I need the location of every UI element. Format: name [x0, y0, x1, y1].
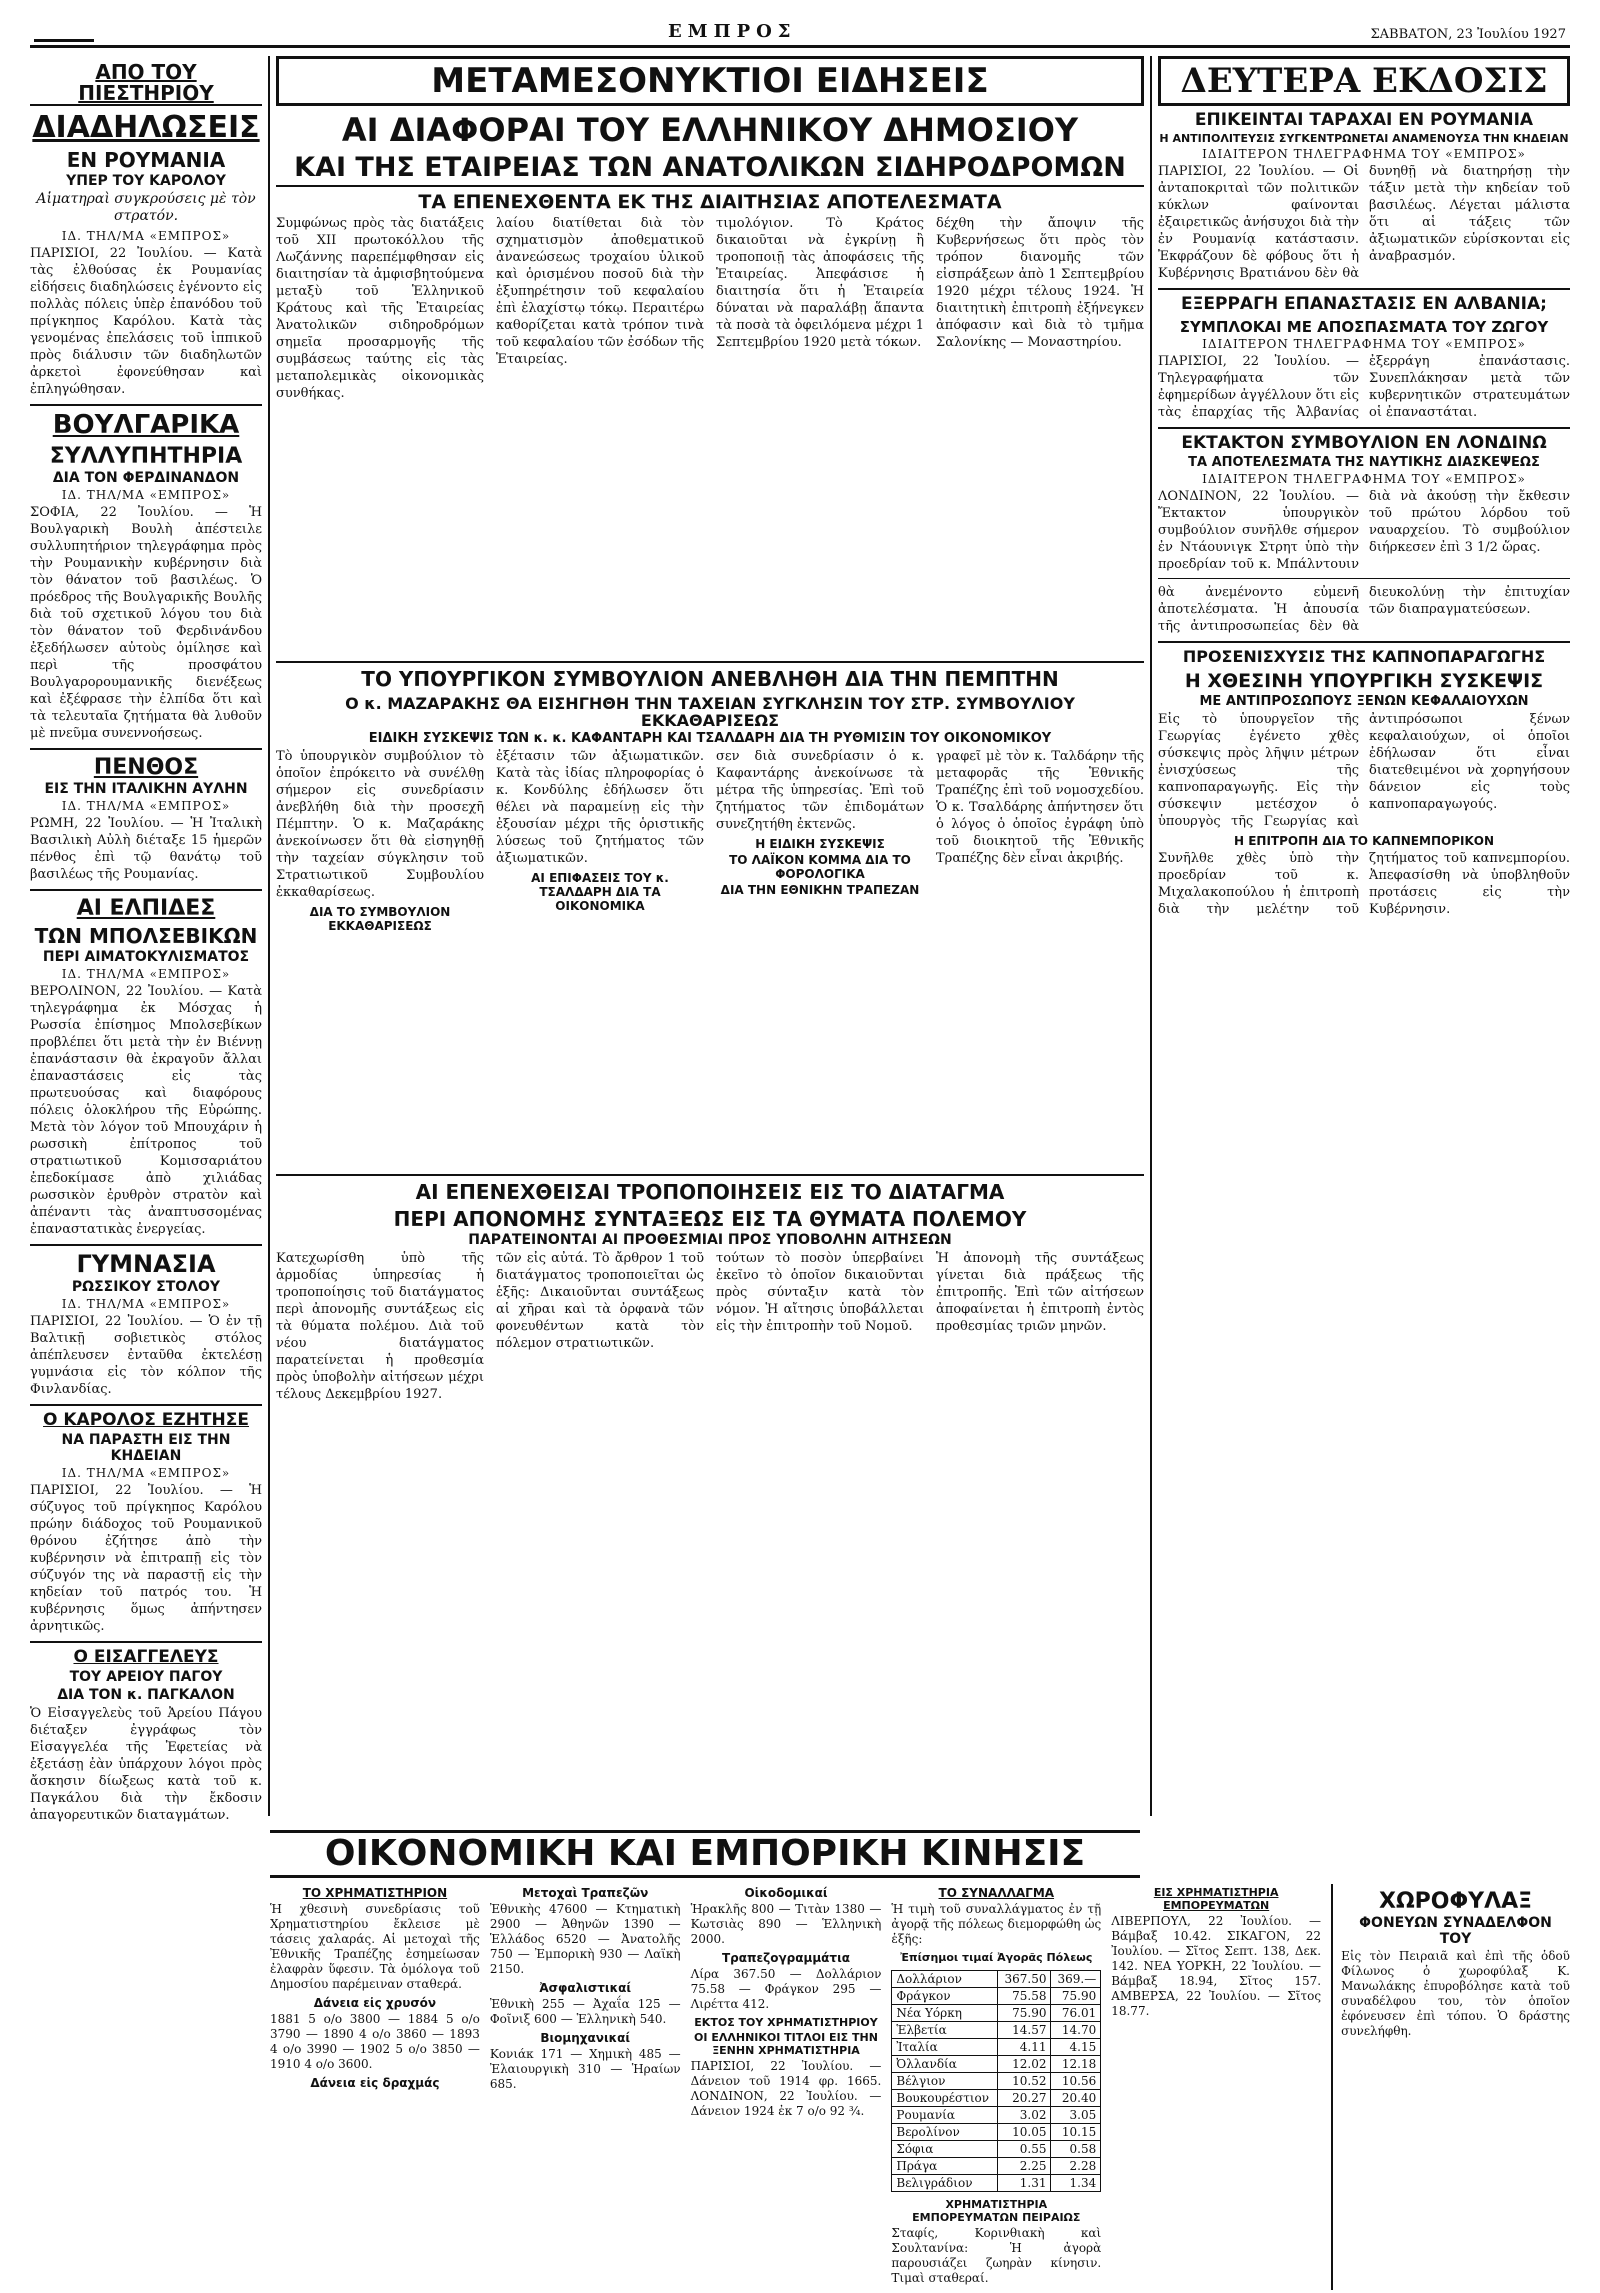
- fx-cell: 20.27: [998, 2089, 1051, 2106]
- right-s6-text: Εἰς τὸν Πειραιᾶ καὶ ἐπὶ τῆς ὁδοῦ Φίλωνος ὁ χωροφύλαξ Κ. Μανωλάκης ἐπυροβόλησε κατὰ τοῦ συναδέλφου του, τὸν ὁποῖον ἐφόνευσεν ἐπὶ τόπου. Ὁ δράστης συνελήφθη.: [1341, 1948, 1570, 2038]
- economic-col3-head2: Τραπεζογραμμάτια: [721, 1950, 850, 1965]
- right-s2-head: ΕΞΕΡΡΑΓΗ ΕΠΑΝΑΣΤΑΣΙΣ ΕΝ ΑΛΒΑΝΙΑ;: [1181, 293, 1547, 314]
- center-top-head1: ΑΙ ΔΙΑΦΟΡΑΙ ΤΟΥ ΕΛΛΗΝΙΚΟΥ ΔΗΜΟΣΙΟΥ: [341, 111, 1079, 149]
- economic-col1-head2: Δάνεια εἰς χρυσόν: [313, 1995, 437, 2010]
- center-banner: ΜΕΤΑΜΕΣΟΝΥΚΤΙΟΙ ΕΙΔΗΣΕΙΣ: [276, 56, 1144, 106]
- left-kicker: ΑΠΟ ΤΟΥ ΠΙΕΣΤΗΡΙΟΥ: [30, 62, 262, 106]
- right-s2-head2: ΣΥΜΠΛΟΚΑΙ ΜΕ ΑΠΟΣΠΑΣΜΑΤΑ ΤΟΥ ΖΩΓΟΥ: [1179, 317, 1549, 336]
- left-s1-dateline: ΙΔ. ΤΗΛ/ΜΑ «ΕΜΠΡΟΣ»: [61, 228, 231, 243]
- left-s2-text: ΣΟΦΙΑ, 22 Ἰουλίου. — Ἡ Βουλγαρικὴ Βουλὴ ἀπέστειλε συλλυπητήριον τηλεγράφημα πρὸς τὴν Ρουμανικὴν κυβέρνησιν διὰ τὸν θάνατον τοῦ βασιλέως. Ὁ πρόεδρος τῆς Βουλγαρικῆς Βουλῆς διὰ τοῦ σχετικοῦ λόγου του διὰ τὸν θάνατον τοῦ Φερδινάνδου ἐξεδήλωσεν αὐτοὺς ὁμίλησε καὶ περὶ τῆς προσφάτου Βουλγαρορουμανικῆς διενέξεως καὶ ἐξέφρασε τὴν ἐλπίδα ὅτι καὶ τὰ τελευταῖα ζητήματα θὰ λυθοῦν μὲ πνεῦμα συνεννοήσεως.: [30, 504, 262, 741]
- economic-banner: ΟΙΚΟΝΟΜΙΚΗ ΚΑΙ ΕΜΠΟΡΙΚΗ ΚΙΝΗΣΙΣ: [270, 1830, 1140, 1878]
- economic-col4-text: Ἡ τιμὴ τοῦ συναλλάγματος ἐν τῇ ἀγορᾷ τῆς πόλεως διεμορφώθη ὡς ἑξῆς:: [891, 1901, 1102, 1946]
- fx-cell: 20.40: [1051, 2089, 1101, 2106]
- right-s1-head2: Η ΑΝΤΙΠΟΛΙΤΕΥΣΙΣ ΣΥΓΚΕΝΤΡΩΝΕΤΑΙ ΑΝΑΜΕΝΟΥΣΑ ΤΗΝ ΚΗΔΕΙΑΝ: [1159, 131, 1569, 145]
- center-mid-col1: Τὸ ὑπουργικὸν συμβούλιον τὸ ὁποῖον ἐπρόκειτο νὰ συνέλθῃ σήμερον εἰς συνεδρίασιν ἀνεβλήθη διὰ τὴν προσεχῆ Πέμπτην. Ὁ κ. Μαζαράκης ἀνεκοίνωσεν ὅτι θὰ εἰσηγηθῇ τὴν ταχείαν σύγκλησιν τοῦ Στρατιωτικοῦ Συμβουλίου ἐκκαθαρίσεως.: [276, 749, 484, 901]
- fx-cell: 12.18: [1051, 2055, 1101, 2072]
- right-s2-text: ΠΑΡΙΣΙΟΙ, 22 Ἰουλίου. — Τηλεγραφήματα τῶν ἐφημερίδων ἀγγέλλουν ὅτι εἰς τὰς ἐπαρχίας τῆς Ἀλβανίας ἐξερράγη ἐπανάστασις. Συνεπλάκησαν μετὰ τῶν κυβερνητικῶν στρατευμάτων οἱ ἐπαναστάται.: [1158, 354, 1570, 421]
- fx-cell: Βέλγιον: [892, 2072, 998, 2089]
- economic-col3-text2: Λίρα 367.50 — Δολλάριον 75.58 — Φράγκον 295 — Λιρέττα 412.: [690, 1966, 882, 2011]
- right-s4-text: θὰ ἀνεμένοντο εὐμενῆ ἀποτελέσματα. Ἡ ἀπουσία τῆς ἀντιπροσωπείας δὲν θὰ διευκολύνῃ τὴν ἐπιτυχίαν τῶν διαπραγματεύσεων.: [1158, 585, 1570, 635]
- divider: [1158, 288, 1570, 290]
- center-mid-col2-head: ΑΙ ΕΠΙΦΑΣΕΙΣ ΤΟΥ κ. ΤΣΑΛΔΑΡΗ ΔΙΑ ΤΑ ΟΙΚΟΝΟΜΙΚΑ: [531, 871, 669, 914]
- right-s5-text2: Συνῆλθε χθὲς ὑπὸ τὴν προεδρίαν τοῦ κ. Μιχαλακοπούλου ἡ ἐπιτροπὴ διὰ τὴν μελέτην τοῦ ζητήματος τοῦ καπνεμπορίου. Ἀπεφασίσθη νὰ ὑποβληθοῦν προτάσεις εἰς τὴν Κυβέρνησιν.: [1158, 851, 1570, 918]
- left-s3-text: ΡΩΜΗ, 22 Ἰουλίου. — Ἡ Ἰταλικὴ Βασιλικὴ Αὐλὴ διέταξε 15 ἡμερῶν πένθος ἐπὶ τῷ θανάτῳ τοῦ βασιλέως τῆς Ρουμανίας.: [30, 815, 262, 882]
- center-mid-head2: Ο κ. ΜΑΖΑΡΑΚΗΣ ΘΑ ΕΙΣΗΓΗΘΗ ΤΗΝ ΤΑΧΕΙΑΝ ΣΥΓΚΛΗΣΙΝ ΤΟΥ ΣΤΡ. ΣΥΜΒΟΥΛΙΟΥ ΕΚΚΑΘΑΡΙΣΕΩΣ: [345, 693, 1075, 730]
- left-s7-subtitle: ΤΟΥ ΑΡΕΙΟΥ ΠΑΓΟΥ: [69, 1668, 223, 1685]
- center-mid-sub: ΕΙΔΙΚΗ ΣΥΣΚΕΨΙΣ ΤΩΝ κ. κ. ΚΑΦΑΝΤΑΡΗ ΚΑΙ ΤΣΑΛΔΑΡΗ ΔΙΑ ΤΗ ΡΥΘΜΙΣΙΝ ΤΟΥ ΟΙΚΟΝΟΜΙΚΟΥ: [368, 731, 1052, 747]
- fx-cell: 1.31: [998, 2174, 1051, 2191]
- fx-cell: 10.05: [998, 2123, 1051, 2140]
- divider: [30, 1641, 262, 1643]
- fx-table-head: Ἐπίσημοι τιμαί Ἀγορᾶς Πόλεως: [900, 1950, 1093, 1964]
- fx-table-body: [892, 1970, 1101, 2191]
- right-s5-head: ΠΡΟΣΕΝΙΣΧΥΣΙΣ ΤΗΣ ΚΑΠΝΟΠΑΡΑΓΩΓΗΣ: [1182, 647, 1546, 667]
- fx-cell: 0.55: [998, 2140, 1051, 2157]
- divider: [276, 1174, 1144, 1176]
- left-s4-subtitle2: ΠΕΡΙ ΑΙΜΑΤΟΚΥΛΙΣΜΑΤΟΣ: [42, 949, 250, 966]
- left-s3-subtitle: ΕΙΣ ΤΗΝ ΙΤΑΛΙΚΗΝ ΑΥΛΗΝ: [44, 780, 248, 797]
- economic-col3: [691, 1884, 882, 2290]
- left-s4-title: ΑΙ ΕΛΠΙΔΕΣ: [76, 895, 216, 921]
- center-mid-head1: ΤΟ ΥΠΟΥΡΓΙΚΟΝ ΣΥΜΒΟΥΛΙΟΝ ΑΝΕΒΛΗΘΗ ΔΙΑ ΤΗΝ ΠΕΜΠΤΗΝ: [361, 666, 1059, 691]
- fx-cell: Ὀλλανδία: [892, 2055, 998, 2072]
- center-bottom-head1: ΑΙ ΕΠΕΝΕΧΘΕΙΣΑΙ ΤΡΟΠΟΠΟΙΗΣΕΙΣ ΕΙΣ ΤΟ ΔΙΑΤΑΓΜΑ: [415, 1180, 1005, 1205]
- economic-col2-head: Μετοχαὶ Τραπεζῶν: [522, 1885, 649, 1900]
- masthead-left-rule: [34, 39, 94, 42]
- fx-cell: 2.28: [1051, 2157, 1101, 2174]
- center-mid-col3-head3: ΔΙΑ ΤΗΝ ΕΘΝΙΚΗΝ ΤΡΑΠΕΖΑΝ: [720, 883, 920, 898]
- fx-row: [892, 2089, 1101, 2106]
- right-banner: ΔΕΥΤΕΡΑ ΕΚΔΟΣΙΣ: [1158, 56, 1570, 106]
- fx-cell: 75.58: [998, 1987, 1051, 2004]
- right-s6-head2: ΦΟΝΕΥΩΝ ΣΥΝΑΔΕΛΦΟΝ ΤΟΥ: [1359, 1914, 1552, 1947]
- fx-cell: Ἑλβετία: [892, 2021, 998, 2038]
- right-s3-head: ΕΚΤΑΚΤΟΝ ΣΥΜΒΟΥΛΙΟΝ ΕΝ ΛΟΝΔΙΝΩ: [1181, 433, 1547, 454]
- left-s5-title: ΓΥΜΝΑΣΙΑ: [76, 1250, 216, 1279]
- fx-cell: 4.11: [998, 2038, 1051, 2055]
- fx-row: [892, 2072, 1101, 2089]
- divider: [1158, 427, 1570, 429]
- left-s7-subtitle2: ΔΙΑ ΤΟΝ κ. ΠΑΓΚΑΛΟΝ: [57, 1686, 235, 1703]
- center-bottom-col3: τούτων τὸ ποσὸν ὑπερβαίνει ἐκεῖνο τὸ ὁποῖον δικαιοῦνται πρὸς σύνταξιν κατὰ τὸν νόμον. Ἡ αἴτησις ὑποβάλλεται εἰς τὴν ἐπιτροπὴν τοῦ Νομοῦ.: [716, 1251, 924, 1335]
- fx-cell: 2.25: [998, 2157, 1051, 2174]
- center-bottom-col4: Ἡ ἀπονομὴ τῆς συντάξεως γίνεται διὰ πράξεως τῆς ἐπιτροπῆς. Ἐπὶ τῶν αἰτήσεων ἀποφαίνεται ἡ ἐπιτροπὴ ἐντὸς προθεσμίας τριῶν μηνῶν.: [936, 1251, 1144, 1335]
- center-mid-col2: ἐξέτασιν τῶν ἀξιωματικῶν. Κατὰ τὰς ἰδίας πληροφορίας ὁ κ. Κονδύλης ἐδήλωσεν ὅτι θέλει νὰ παραμείνῃ εἰς τὴν ἐξουσίαν μέχρι τῆς ὁριστικῆς λύσεως τοῦ ζητήματος τῶν ἀξιωματικῶν.: [496, 749, 704, 867]
- fx-row: [892, 2004, 1101, 2021]
- fx-cell: 14.57: [998, 2021, 1051, 2038]
- left-s5-text: ΠΑΡΙΣΙΟΙ, 22 Ἰουλίου. — Ὁ ἐν τῇ Βαλτικῇ σοβιετικὸς στόλος ἀπέπλευσεν ἐνταῦθα ἐκτελέσῃ γυμνάσια εἰς τὸν κόλπον τῆς Φινλανδίας.: [30, 1314, 262, 1398]
- divider: [30, 404, 262, 406]
- economic-section: [270, 1830, 1570, 2285]
- economic-col1: [270, 1884, 480, 2290]
- left-s3-title: ΠΕΝΘΟΣ: [93, 754, 199, 780]
- left-s5-dateline: ΙΔ. ΤΗΛ/ΜΑ «ΕΜΠΡΟΣ»: [61, 1297, 231, 1312]
- economic-col3-text3: ΠΑΡΙΣΙΟΙ, 22 Ἰουλίου. — Δάνειον τοῦ 1914 φρ. 1665. ΛΟΝΔΙΝΟΝ, 22 Ἰουλίου. — Δάνειον 1924 ἐκ 7 ο/ο 92 ¾.: [690, 2058, 882, 2118]
- fx-cell: 10.15: [1051, 2123, 1101, 2140]
- fx-cell: Σόφια: [892, 2140, 998, 2157]
- right-s5-text: Εἰς τὸ ὑπουργεῖον τῆς Γεωργίας ἐγένετο χθὲς σύσκεψις πρὸς λῆψιν μέτρων ἐνισχύσεως τῆς καπνοπαραγωγῆς. Εἰς τὴν σύσκεψιν μετέσχον ὁ ὑπουργὸς τῆς Γεωργίας καὶ ἀντιπρόσωποι ξένων κεφαλαιούχων, οἱ ὁποῖοι ἐδήλωσαν ὅτι εἶναι διατεθειμένοι νὰ χορηγήσουν δάνειον εἰς τοὺς καπνοπαραγωγούς.: [1158, 712, 1570, 830]
- masthead: [30, 20, 1570, 48]
- center-top-col3: τιμολόγιον. Τὸ Κράτος δικαιοῦται νὰ ἐγκρίνῃ ἢ τροποποιῇ τὰς ἀποφάσεις τῆς Ἑταιρείας. Ἀπεφάσισε ἡ διαιτησία ὅτι ἡ Ἑταιρεία δύναται νὰ παραλάβῃ ἅπαντα τὰ ποσὰ τὰ ὀφειλόμενα μέχρι 1 Σεπτεμβρίου 1920 μετὰ τόκων.: [716, 215, 924, 350]
- divider: [30, 889, 262, 891]
- left-s6-title: Ο ΚΑΡΟΛΟΣ ΕΖΗΤΗΣΕ: [43, 1410, 249, 1431]
- left-s1-text: ΠΑΡΙΣΙΟΙ, 22 Ἰουλίου. — Κατὰ τὰς ἐλθούσας ἐκ Ρουμανίας εἰδήσεις διαδηλώσεις ἐγένοντο εἰς πολλὰς πόλεις ὑπὲρ ἐπανόδου τοῦ πρίγκηπος Καρόλου. Κατὰ τὰς γενομένας ἐπελάσεις τοῦ ἱππικοῦ πρὸς διάλυσιν τῶν διαδηλωτῶν ἀρκετοὶ ἐφονεύθησαν καὶ ἐπληγώθησαν.: [30, 245, 262, 397]
- fx-cell: 3.05: [1051, 2106, 1101, 2123]
- fx-row: [892, 2106, 1101, 2123]
- fx-cell: 1.34: [1051, 2174, 1101, 2191]
- center-mid-col3-head: Η ΕΙΔΙΚΗ ΣΥΣΚΕΨΙΣ: [755, 837, 885, 852]
- right-bottom-column: [1331, 1884, 1570, 2290]
- economic-col6: [1111, 1884, 1321, 2290]
- divider: [30, 748, 262, 750]
- economic-col6-text: ΛΙΒΕΡΠΟΥΛ, 22 Ἰουλίου. — Βάμβαξ 10.42. ΣΙΚΑΓΟΝ, 22 Ἰουλίου. — Σῖτος Σεπτ. 138, Δεκ. 142. ΝΕΑ ΥΟΡΚΗ, 22 Ἰουλίου. — Βάμβαξ 18.94, Σῖτος 157. ΑΜΒΕΡΣΑ, 22 Ἰουλίου. — Σῖτος 18.77.: [1111, 1913, 1322, 2018]
- divider: [30, 1404, 262, 1406]
- economic-col2-head2: Ἀσφαλιστικαί: [539, 1980, 632, 1995]
- fx-cell: Πράγα: [892, 2157, 998, 2174]
- fx-cell: 12.02: [998, 2055, 1051, 2072]
- center-mid-col1-head: ΔΙΑ ΤΟ ΣΥΜΒΟΥΛΙΟΝ ΕΚΚΑΘΑΡΙΣΕΩΣ: [309, 905, 451, 934]
- fx-cell: Βουκουρέστιον: [892, 2089, 998, 2106]
- center-bottom-col2: τῶν εἰς αὐτά. Τὸ ἄρθρον 1 τοῦ διατάγματος τροποποιεῖται ὡς ἑξῆς: Δικαιοῦνται συντάξεως αἱ χῆραι καὶ τὰ ὀρφανὰ τῶν φονευθέντων κατὰ τὸν πόλεμον στρατιωτικῶν.: [496, 1251, 704, 1352]
- economic-col3-head3: ΕΚΤΟΣ ΤΟΥ ΧΡΗΜΑΤΙΣΤΗΡΙΟΥ: [694, 2015, 878, 2029]
- fx-cell: Δολλάριον: [892, 1970, 998, 1987]
- economic-col6-head: ΕΙΣ ΧΡΗΜΑΤΙΣΤΗΡΙΑ ΕΜΠΟΡΕΥΜΑΤΩΝ: [1153, 1885, 1279, 1912]
- left-s2-subtitle2: ΔΙΑ ΤΟΝ ΦΕΡΔΙΝΑΝΔΟΝ: [52, 469, 240, 486]
- left-s1-subtitle2: ΥΠΕΡ ΤΟΥ ΚΑΡΟΛΟΥ: [66, 172, 226, 189]
- economic-col1-text: Ἡ χθεσινὴ συνεδρίασις τοῦ Χρηματιστηρίου ἔκλεισε μὲ τάσεις χαλαράς. Αἱ μετοχαὶ τῆς Ἐθνικῆς Τραπέζης ἐσημείωσαν ἐλαφρὰν ὕφεσιν. Τὰ ὁμόλογα τοῦ Δημοσίου παρέμειναν σταθερά.: [270, 1901, 480, 1991]
- fx-cell: Βερολίνον: [892, 2123, 998, 2140]
- fx-cell: Ρουμανία: [892, 2106, 998, 2123]
- fx-cell: 75.90: [998, 2004, 1051, 2021]
- issue-date: ΣΑΒΒΑΤΟΝ, 23 Ἰουλίου 1927: [1370, 27, 1566, 42]
- economic-col2-text2: Ἐθνικὴ 255 — Ἀχαΐα 125 — Φοῖνιξ 600 — Ἑλληνικὴ 540.: [489, 1996, 681, 2026]
- left-s5-subtitle: ΡΩΣΣΙΚΟΥ ΣΤΟΛΟΥ: [71, 1279, 221, 1296]
- center-mid-text: [276, 748, 1144, 1168]
- left-s6-dateline: ΙΔ. ΤΗΛ/ΜΑ «ΕΜΠΡΟΣ»: [61, 1466, 231, 1481]
- right-column: [1158, 56, 1570, 1826]
- fx-cell: 0.58: [1051, 2140, 1101, 2157]
- center-bottom-text: [276, 1250, 1144, 1407]
- left-column: [30, 56, 262, 2236]
- center-top-col2: λαίου διατίθεται διὰ τὸν σχηματισμὸν ἀποθεματικοῦ ἀνανεώσεως τροχαίου ὑλικοῦ καὶ ὁρισμένου ποσοῦ διὰ τὴν ἐξυπηρέτησιν τοῦ κεφαλαίου ἐπὶ ἐλαχίστῳ τόκῳ. Περαιτέρω καθορίζεται κατὰ τρόπον τινὰ τοῦ κεφαλαίου τῶν ἐσόδων τῆς Ἑταιρείας.: [496, 215, 704, 367]
- center-top-sub: ΤΑ ΕΠΕΝΕΧΘΕΝΤΑ ΕΚ ΤΗΣ ΔΙΑΙΤΗΣΙΑΣ ΑΠΟΤΕΛΕΣΜΑΤΑ: [418, 190, 1002, 213]
- page-columns: [30, 48, 1570, 2285]
- center-mid-col3: σεν διὰ συνεδρίασιν ὁ κ. Καφαντάρης ἀνεκοίνωσε τὰ μέτρα τῆς ὑπηρεσίας. Ἐπὶ τοῦ ζητήματος τῶν ἐπιδομάτων συνεζητήθη ἐκτενῶς.: [716, 749, 924, 833]
- left-s4-text: ΒΕΡΟΛΙΝΟΝ, 22 Ἰουλίου. — Κατὰ τηλεγράφημα ἐκ Μόσχας ἡ Ρωσσία ἐπίσημος Μπολσεβίκων προβλέπει ὅτι μετὰ τὴν ἐν Βιέννῃ ἐπανάστασιν θὰ ἐκραγοῦν ἄλλαι ἐπαναστάσεις εἰς τὰς πρωτευούσας καὶ διαφόρους πόλεις ὁλοκλήρου τῆς Εὐρώπης. Μετὰ τὸν λόγον τοῦ Μπουχάριν ἡ ρωσσικὴ ἐπίτροπος τοῦ στρατιωτικοῦ Κομισσαριάτου ἐπεδοκίμασε ἀπὸ χιλιάδας ρωσσικὸν ἐρυθρὸν στρατὸν καὶ ἀπέναντι τὰς ἀναπτυσσομένας ἐπαναστατικὰς ἐνεργείας.: [30, 984, 262, 1238]
- economic-col5-head: ΧΡΗΜΑΤΙΣΤΗΡΙΑ ΕΜΠΟΡΕΥΜΑΤΩΝ ΠΕΙΡΑΙΩΣ: [912, 2197, 1081, 2224]
- column-rule: [268, 56, 270, 1816]
- fx-cell: 14.70: [1051, 2021, 1101, 2038]
- fx-row: [892, 2055, 1101, 2072]
- left-s6-text: ΠΑΡΙΣΙΟΙ, 22 Ἰουλίου. — Ἡ σύζυγος τοῦ πρίγκηπος Καρόλου πρώην διάδοχος τοῦ Ρουμανικοῦ θρόνου ἐζήτησε ἀπὸ τὴν κυβέρνησιν νὰ ἐπιτραπῇ εἰς τὸν σύζυγόν της νὰ παραστῇ εἰς τὴν κηδείαν τοῦ πατρός του. Ἡ κυβέρνησις ὅμως ἀπήντησεν ἀρνητικῶς.: [30, 1483, 262, 1635]
- divider: [276, 661, 1144, 663]
- fx-cell: 4.15: [1051, 2038, 1101, 2055]
- center-top-col4: δέχθη τὴν ἄποψιν τῆς Κυβερνήσεως ὅτι πρὸς τὸν τρόπον διανομῆς τῶν εἰσπράξεων ἀπὸ 1 Σεπτεμβρίου 1920 μέχρι τέλους 1924. Ἡ διαιτητικὴ ἐπιτροπὴ ἐξήνεγκεν ἀπόφασιν καὶ διὰ τὸ τμῆμα Σαλονίκης — Μοναστηρίου.: [936, 215, 1144, 350]
- center-top-col1: Συμφώνως πρὸς τὰς διατάξεις τοῦ XII πρωτοκόλλου τῆς Λωζάννης παρεπέμφθησαν εἰς διαιτησίαν τὰ ἀμφισβητούμενα μεταξὺ τοῦ Ἑλληνικοῦ Κράτους καὶ τῆς Ἑταιρείας Ἀνατολικῶν σιδηροδρόμων σημεῖα προσαρμογῆς τῆς συμβάσεως ταύτης εἰς τὰς μεταπολεμικὰς οἰκονομικὰς συνθήκας.: [276, 215, 484, 401]
- right-s5-head4: Η ΕΠΙΤΡΟΠΗ ΔΙΑ ΤΟ ΚΑΠΝΕΜΠΟΡΙΚΟΝ: [1233, 834, 1494, 849]
- right-s1-text: ΠΑΡΙΣΙΟΙ, 22 Ἰουλίου. — Οἱ ἀνταποκριταὶ τῶν πολιτικῶν κύκλων φαίνονται ἐξαιρετικῶς ἀνήσυχοι διὰ τὴν ἐν Ρουμανίᾳ κατάστασιν. Ἐκφράζουν δὲ φόβους ὅτι ἡ Κυβέρνησις Βρατιάνου δὲν θὰ δυνηθῇ νὰ διατηρήσῃ τὴν τάξιν μετὰ τὴν κηδείαν τοῦ βασιλέως. Λέγεται μάλιστα ὅτι αἱ τάξεις τῶν ἀξιωματικῶν εὑρίσκονται εἰς ἀναβρασμόν.: [1158, 163, 1570, 281]
- newspaper-name: ΕΜΠΡΟΣ: [667, 21, 797, 42]
- economic-col1-head: ΤΟ ΧΡΗΜΑΤΙΣΤΗΡΙΟΝ: [302, 1885, 448, 1900]
- fx-cell: Φράγκον: [892, 1987, 998, 2004]
- left-s1-deck: Αἱματηραὶ συγκρούσεις μὲ τὸν στρατόν.: [36, 190, 256, 224]
- fx-cell: Νέα Υόρκη: [892, 2004, 998, 2021]
- economic-col1-head3: Δάνεια εἰς δραχμάς: [310, 2075, 440, 2090]
- left-s1-subtitle: ΕΝ ΡΟΥΜΑΝΙΑ: [66, 147, 226, 172]
- fx-row: [892, 2140, 1101, 2157]
- right-s3-head2: ΤΑ ΑΠΟΤΕΛΕΣΜΑΤΑ ΤΗΣ ΝΑΥΤΙΚΗΣ ΔΙΑΣΚΕΨΕΩΣ: [1188, 455, 1540, 471]
- right-s6-head: ΧΩΡΟΦΥΛΑΞ: [1378, 1888, 1533, 1914]
- economic-col3-head: Οἰκοδομικαί: [744, 1885, 828, 1900]
- economic-col3-text: Ἡρακλῆς 800 — Τιτὰν 1380 — Κωτσιὰς 890 — Ἑλληνικὴ 2000.: [690, 1901, 882, 1946]
- divider: [1158, 641, 1570, 643]
- economic-col2-text3: Κονιάκ 171 — Χημικὴ 485 — Ἐλαιουργικὴ 310 — Ἡραίων 685.: [489, 2046, 681, 2091]
- right-s5-head2: Η ΧΘΕΣΙΝΗ ΥΠΟΥΡΓΙΚΗ ΣΥΣΚΕΨΙΣ: [1184, 670, 1544, 693]
- right-s3-dateline: ΙΔΙΑΙΤΕΡΟΝ ΤΗΛΕΓΡΑΦΗΜΑ ΤΟΥ «ΕΜΠΡΟΣ»: [1202, 472, 1526, 487]
- fx-row: [892, 2174, 1101, 2191]
- left-s6-subtitle: ΝΑ ΠΑΡΑΣΤΗ ΕΙΣ ΤΗΝ ΚΗΔΕΙΑΝ: [61, 1432, 231, 1465]
- fx-row: [892, 2021, 1101, 2038]
- left-s2-title: ΒΟΥΛΓΑΡΙΚΑ: [52, 409, 240, 440]
- fx-cell: 75.90: [1051, 1987, 1101, 2004]
- left-s4-subtitle: ΤΩΝ ΜΠΟΛΣΕΒΙΚΩΝ: [34, 924, 258, 949]
- fx-cell: 367.50: [998, 1970, 1051, 1987]
- right-s1-dateline: ΙΔΙΑΙΤΕΡΟΝ ΤΗΛΕΓΡΑΦΗΜΑ ΤΟΥ «ΕΜΠΡΟΣ»: [1202, 146, 1526, 161]
- fx-cell: Ἰταλία: [892, 2038, 998, 2055]
- fx-row: [892, 1987, 1101, 2004]
- right-s5-head3: ΜΕ ΑΝΤΙΠΡΟΣΩΠΟΥΣ ΞΕΝΩΝ ΚΕΦΑΛΑΙΟΥΧΩΝ: [1199, 694, 1529, 710]
- economic-col4-head: ΤΟ ΣΥΝΑΛΛΑΓΜΑ: [938, 1885, 1055, 1900]
- fx-row: [892, 2157, 1101, 2174]
- left-s2-subtitle: ΣΥΛΛΥΠΗΤΗΡΙΑ: [49, 443, 243, 469]
- fx-table: [891, 1970, 1101, 2192]
- fx-cell: Βελιγράδιον: [892, 2174, 998, 2191]
- economic-columns: [270, 1884, 1570, 2290]
- fx-cell: 76.01: [1051, 2004, 1101, 2021]
- center-bottom-head2: ΠΕΡΙ ΑΠΟΝΟΜΗΣ ΣΥΝΤΑΞΕΩΣ ΕΙΣ ΤΑ ΘΥΜΑΤΑ ΠΟΛΕΜΟΥ: [393, 1207, 1027, 1232]
- left-s1-title: ΔΙΑΔΗΛΩΣΕΙΣ: [32, 110, 260, 145]
- economic-col2-head3: Βιομηχανικαί: [540, 2030, 631, 2045]
- divider: [30, 1244, 262, 1246]
- left-s7-text: Ὁ Εἰσαγγελεὺς τοῦ Ἀρείου Πάγου διέταξεν ἐγγράφως τὸν Εἰσαγγελέα τῆς Ἐφετείας νὰ ἐξετάσῃ ἐὰν ὑπάρχουν λόγοι πρὸς ἄσκησιν δίωξεως κατὰ τοῦ κ. Παγκάλου διὰ τὴν ἔκδοσιν ἀπαγορευτικῶν διαταγμάτων.: [30, 1705, 262, 1823]
- fx-row: [892, 1970, 1101, 1987]
- economic-col2-text: Ἐθνικὴς 47600 — Κτηματικὴ 2900 — Ἀθηνῶν 1390 — Ἑλλάδος 6520 — Ἀνατολῆς 750 — Ἐμπορικὴ 930 — Λαϊκὴ 2150.: [489, 1901, 681, 1976]
- fx-cell: 10.56: [1051, 2072, 1101, 2089]
- center-mid-col3-head2: ΤΟ ΛΑΪΚΟΝ ΚΟΜΜΑ ΔΙΑ ΤΟ ΦΟΡΟΛΟΓΙΚΑ: [729, 853, 911, 882]
- right-s1-head: ΕΠΙΚΕΙΝΤΑΙ ΤΑΡΑΧΑΙ ΕΝ ΡΟΥΜΑΝΙΑ: [1194, 110, 1534, 130]
- economic-col1-text2: 1881 5 ο/ο 3800 — 1884 5 ο/ο 3790 — 1890 4 ο/ο 3860 — 1893 4 ο/ο 3990 — 1902 5 ο/ο 3850 — 1910 4 ο/ο 3600.: [270, 2011, 480, 2071]
- economic-col2: [490, 1884, 681, 2290]
- left-s7-title: Ο ΕΙΣΑΓΓΕΛΕΥΣ: [73, 1647, 219, 1668]
- economic-col4: [891, 1884, 1101, 2290]
- right-s3-text: ΛΟΝΔΙΝΟΝ, 22 Ἰουλίου. — Ἔκτακτον ὑπουργικὸν συμβούλιον συνῆλθε σήμερον ἐν Ντάουνιγκ Στρητ ὑπὸ τὴν προεδρίαν τοῦ κ. Μπάλντουιν διὰ νὰ ἀκούσῃ τὴν ἔκθεσιν τοῦ πρώτου λόρδου τοῦ ναυαρχείου. Τὸ συμβούλιον διήρκεσεν ἐπὶ 3 1/2 ὥρας.: [1158, 489, 1570, 573]
- left-s3-dateline: ΙΔ. ΤΗΛ/ΜΑ «ΕΜΠΡΟΣ»: [61, 798, 231, 813]
- center-top-text: [276, 215, 1144, 655]
- fx-cell: 3.02: [998, 2106, 1051, 2123]
- fx-cell: 10.52: [998, 2072, 1051, 2089]
- economic-col3-head4: ΟΙ ΕΛΛΗΝΙΚΟΙ ΤΙΤΛΟΙ ΕΙΣ ΤΗΝ ΞΕΝΗΝ ΧΡΗΜΑΤΙΣΤΗΡΙΑ: [694, 2030, 878, 2057]
- right-s2-dateline: ΙΔΙΑΙΤΕΡΟΝ ΤΗΛΕΓΡΑΦΗΜΑ ΤΟΥ «ΕΜΠΡΟΣ»: [1202, 337, 1526, 352]
- center-bottom-sub: ΠΑΡΑΤΕΙΝΟΝΤΑΙ ΑΙ ΠΡΟΘΕΣΜΙΑΙ ΠΡΟΣ ΥΠΟΒΟΛΗΝ ΑΙΤΗΣΕΩΝ: [468, 1232, 952, 1249]
- fx-row: [892, 2038, 1101, 2055]
- fx-row: [892, 2123, 1101, 2140]
- center-column: [276, 56, 1144, 1826]
- left-s4-dateline: ΙΔ. ΤΗΛ/ΜΑ «ΕΜΠΡΟΣ»: [61, 967, 231, 982]
- left-s2-dateline: ΙΔ. ΤΗΛ/ΜΑ «ΕΜΠΡΟΣ»: [61, 487, 231, 502]
- newspaper-page: [30, 20, 1570, 2285]
- center-bottom-col1: Κατεχωρίσθη ὑπὸ τῆς ἁρμοδίας ὑπηρεσίας ἡ τροποποίησις τοῦ διατάγματος περὶ ἀπονομῆς συντάξεως εἰς τὰ θύματα πολέμου. Διὰ τοῦ νέου διατάγματος παρατείνεται ἡ προθεσμία πρὸς ὑποβολὴν αἰτήσεων μέχρι τέλους Δεκεμβρίου 1927.: [276, 1251, 484, 1403]
- center-mid-col4: γραφεῖ μὲ τὸν κ. Ταλδάρην τῆς μεταφορᾶς τῆς Ἑθνικῆς Τραπέζης ἐπὶ τοῦ νομοσχεδίου. Ὁ κ. Τσαλδάρης ἀπήντησεν ὅτι ὁ λόγος ὁ ὁποῖος ἐγράφη ὑπὸ τοῦ διοικητοῦ τῆς Ἐθνικῆς Τραπέζης δὲν εἶναι ἀκριβής.: [936, 749, 1144, 867]
- divider: [1158, 578, 1570, 579]
- fx-cell: 369.—: [1051, 1970, 1101, 1987]
- column-rule: [1150, 56, 1152, 1816]
- center-top-head2: ΚΑΙ ΤΗΣ ΕΤΑΙΡΕΙΑΣ ΤΩΝ ΑΝΑΤΟΛΙΚΩΝ ΣΙΔΗΡΟΔΡΟΜΩΝ: [276, 154, 1144, 187]
- economic-col5-text: Σταφίς, Κορινθιακὴ καὶ Σουλτανίνα: Ἡ ἀγορὰ παρουσιάζει ζωηρὰν κίνησιν. Τιμαὶ σταθεραί.: [891, 2225, 1102, 2285]
